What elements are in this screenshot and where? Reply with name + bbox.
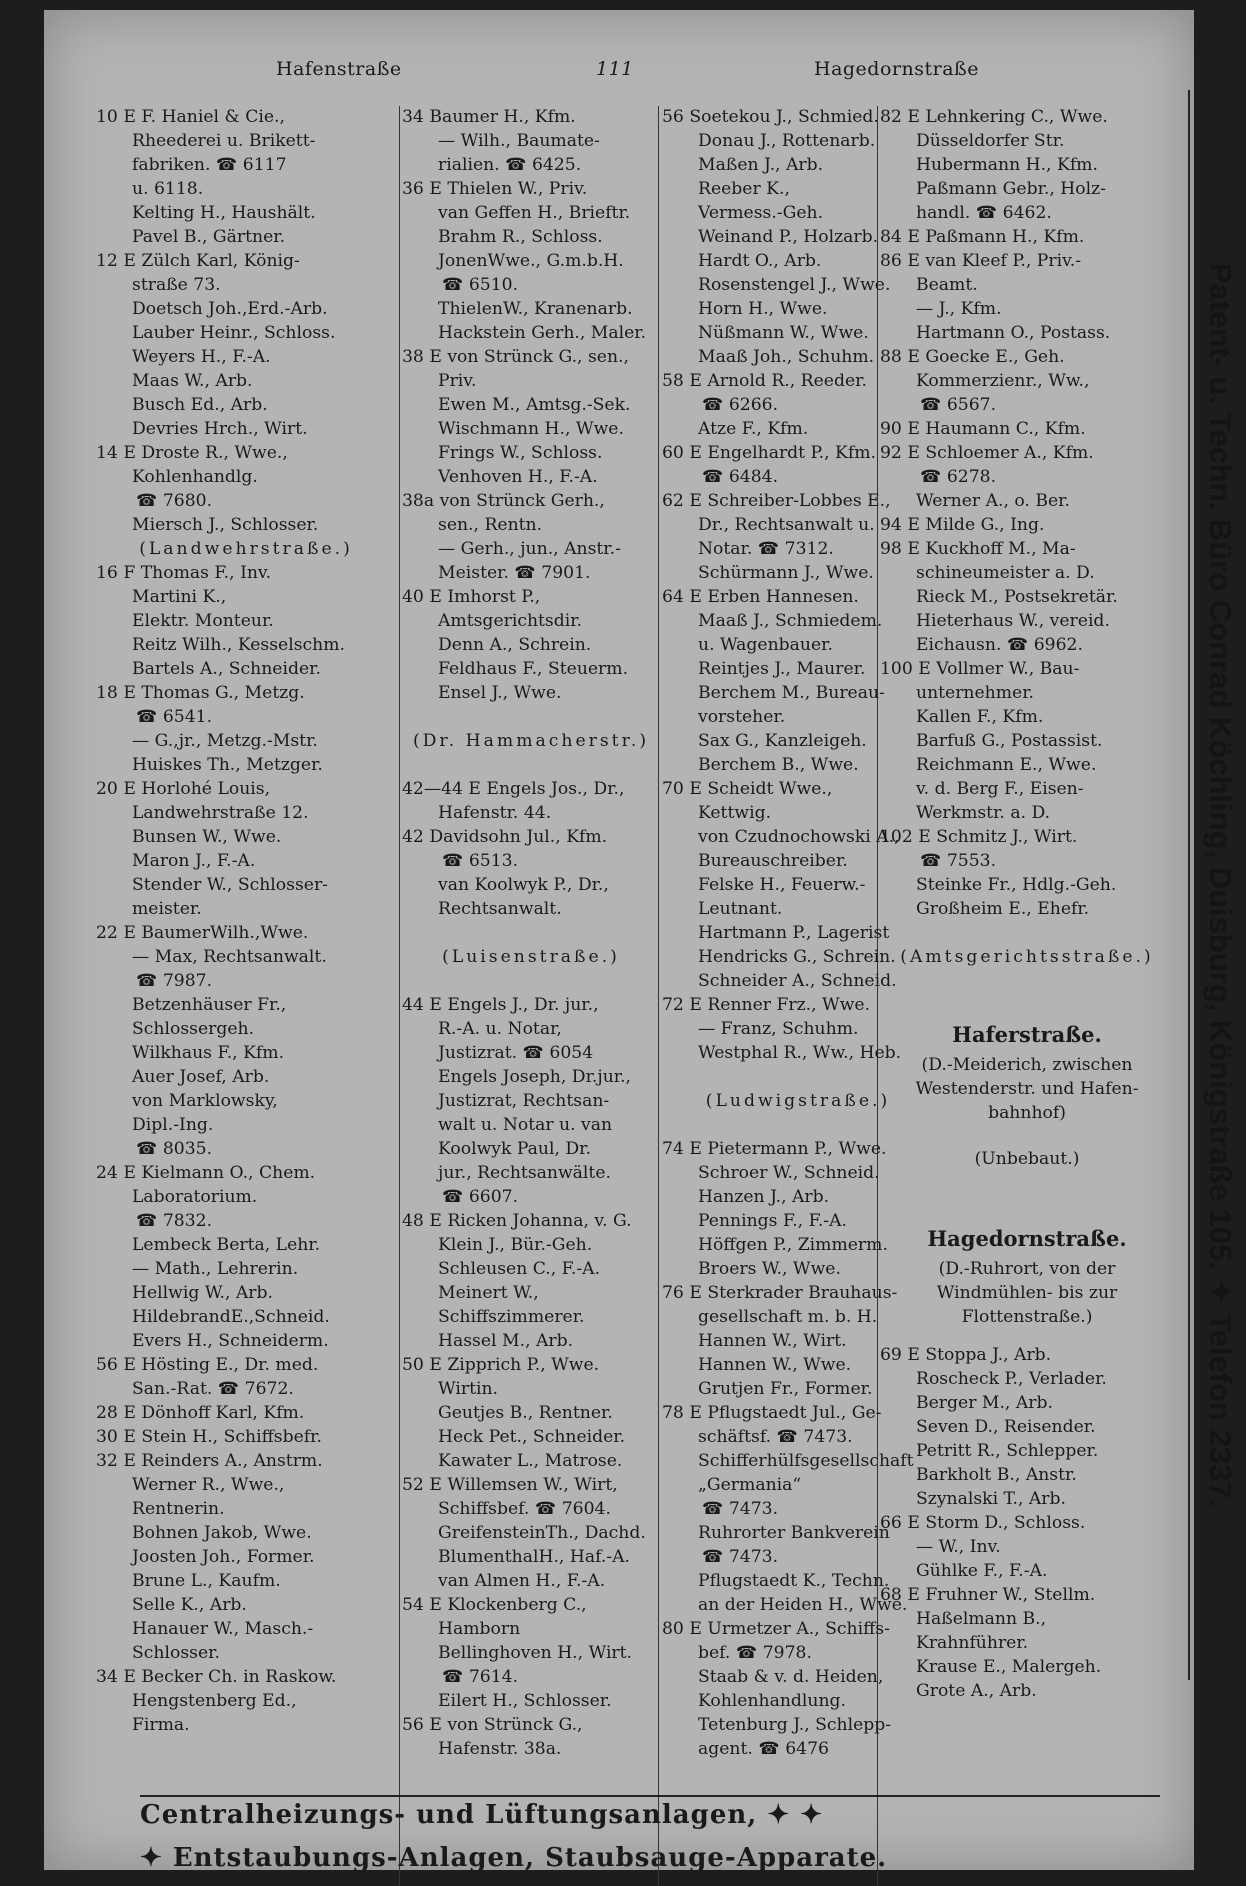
directory-entry-line: Justizrat, Rechtsan- [438,1091,610,1111]
directory-entry-line: Engels Joseph, Dr.jur., [438,1067,632,1087]
directory-entry-line: Berchem M., Bureau- [698,683,885,703]
directory-entry-line: Geutjes B., Rentner. [438,1403,613,1423]
directory-entry-line: 90 E Haumann C., Kfm. [880,419,1086,439]
directory-entry-line: ThielenW., Kranenarb. [438,299,633,319]
directory-entry-line: Pavel B., Gärtner. [132,227,286,247]
directory-entry-line: Bellinghoven H., Wirt. [438,1643,633,1663]
directory-entry-line: Schleusen C., F.-A. [438,1259,601,1279]
directory-entry-line: Hanzen J., Arb. [698,1187,830,1207]
directory-entry-line: Miersch J., Schlosser. [132,515,319,535]
directory-entry-line: 78 E Pflugstaedt Jul., Ge- [662,1403,882,1423]
directory-entry-line: ☎ 6541. [136,707,213,727]
directory-entry-line: 38 E von Strünck G., sen., [402,347,629,367]
side-advertisement-text: Patent- u. Techn. Büro Conrad Köchling, Duisburg, Königstraße 105. ✦ Telefon 2337. [1203,262,1238,1508]
street-description: Flottenstraße.) [961,1307,1093,1327]
directory-entry-line: Nüßmann W., Wwe. [698,323,869,343]
directory-entry-line: — W., Inv. [916,1537,1001,1557]
directory-entry-line: Barfuß G., Postassist. [916,731,1103,751]
directory-entry-line: Hieterhaus W., vereid. [916,611,1110,631]
directory-entry-line: (Amtsgerichtsstraße.) [900,947,1154,967]
directory-entry-line: R.-A. u. Notar, [438,1019,562,1039]
directory-entry-line: ☎ 8035. [136,1139,213,1159]
directory-entry-line: Hengstenberg Ed., [132,1691,297,1711]
directory-entry-line: Hannen W., Wwe. [698,1355,852,1375]
directory-entry-line: 38a von Strünck Gerh., [402,491,605,511]
street-description: Westenderstr. und Hafen- [915,1079,1139,1099]
directory-entry-line: (Ludwigstraße.) [705,1091,891,1111]
directory-entry-line: Westphal R., Ww., Heb. [698,1043,902,1063]
directory-entry-line: 100 E Vollmer W., Bau- [880,659,1080,679]
directory-entry-line: Schneider A., Schneid. [698,971,897,991]
directory-entry-line: Brune L., Kaufm. [132,1571,281,1591]
directory-entry-line: 52 E Willemsen W., Wirt, [402,1475,618,1495]
directory-entry-line: Frings W., Schloss. [438,443,603,463]
directory-entry-line: Maaß J., Schmiedem. [698,611,883,631]
directory-entry-line: Reitz Wilh., Kesselschm. [132,635,345,655]
directory-entry-line: Martini K., [132,587,227,607]
directory-entry-line: Eichausn. ☎ 6962. [916,635,1083,655]
directory-entry-line: Grutjen Fr., Former. [698,1379,873,1399]
directory-entry-line: Rheederei u. Brikett- [132,131,316,151]
directory-entry-line: Kawater L., Matrose. [438,1451,623,1471]
directory-entry-line: ☎ 7832. [136,1211,213,1231]
directory-entry-line: Krahnführer. [916,1633,1029,1653]
directory-entry-line: an der Heiden H., Wwe. [698,1595,908,1615]
directory-entry-line: 20 E Horlohé Louis, [96,779,271,799]
directory-entry-line: Meister. ☎ 7901. [438,563,591,583]
directory-entry-line: 56 Soetekou J., Schmied. [662,107,879,127]
column-4-upper [880,105,1174,969]
directory-entry-line: Eilert H., Schlosser. [438,1691,612,1711]
directory-entry-line: HildebrandE.,Schneid. [132,1307,330,1327]
directory-entry-line: 42—44 E Engels Jos., Dr., [402,779,625,799]
page-number: 111 [596,58,634,80]
directory-entry-line: Beamt. [916,275,978,295]
directory-entry-line: 98 E Kuckhoff M., Ma- [880,539,1076,559]
directory-entry-line: 34 Baumer H., Kfm. [402,107,576,127]
directory-entry-line: straße 73. [132,275,221,295]
directory-entry-line: 84 E Paßmann H., Kfm. [880,227,1085,247]
directory-entry-line [402,969,660,993]
directory-entry-line: Brahm R., Schloss. [438,227,603,247]
directory-entry-line: Heck Pet., Schneider. [438,1427,626,1447]
directory-entry-line: Horn H., Wwe. [698,299,828,319]
directory-entry-line: Berchem B., Wwe. [698,755,859,775]
column-divider [399,106,400,1886]
directory-entry-line [402,921,660,945]
directory-entry-line: Höffgen P., Zimmerm. [698,1235,888,1255]
directory-entry-line: Reintjes J., Maurer. [698,659,866,679]
street-note: (Unbebaut.) [974,1149,1080,1169]
directory-entry-line: Schroer W., Schneid. [698,1163,880,1183]
footer-divider [140,1795,1160,1797]
directory-entry-line: 62 E Schreiber-Lobbes E., [662,491,891,511]
directory-entry-line: Elektr. Monteur. [132,611,274,631]
directory-entry-line: Hardt O., Arb. [698,251,822,271]
directory-entry-line: Kohlenhandlung. [698,1691,847,1711]
directory-entry-line: Ensel J., Wwe. [438,683,562,703]
directory-entry-line: Kallen F., Kfm. [916,707,1044,727]
directory-entry-line: — Franz, Schuhm. [698,1019,859,1039]
directory-entry-line: van Almen H., F.-A. [438,1571,606,1591]
directory-entry-line: Donau J., Rottenarb. [698,131,876,151]
directory-entry-line: Seven D., Reisender. [916,1417,1096,1437]
directory-entry-line: Weyers H., F.-A. [132,347,271,367]
directory-entry-line: Haßelmann B., [916,1609,1047,1629]
directory-entry-line: Hartmann P., Lagerist [698,923,890,943]
directory-entry-line: Szynalski T., Arb. [916,1489,1066,1509]
directory-entry-line: Kommerzienr., Ww., [916,371,1090,391]
directory-entry-line: Notar. ☎ 7312. [698,539,834,559]
directory-entry-line: Ruhrorter Bankverein [698,1523,890,1543]
directory-entry-line: Schlossergeh. [132,1019,255,1039]
directory-entry-line [402,705,660,729]
directory-entry-line: Hartmann O., Postass. [916,323,1111,343]
directory-entry-line: Hackstein Gerh., Maler. [438,323,647,343]
street-heading-haferstrasse: Haferstraße. [952,1022,1102,1047]
directory-entry-line: Hafenstr. 38a. [438,1739,562,1759]
header-right-street: Hagedornstraße [814,58,979,80]
directory-entry-line: Grote A., Arb. [916,1681,1037,1701]
directory-entry-line: Joosten Joh., Former. [132,1547,315,1567]
directory-entry-line: Venhoven H., F.-A. [438,467,598,487]
directory-entry-line: 50 E Zipprich P., Wwe. [402,1355,600,1375]
directory-entry-line: 32 E Reinders A., Anstrm. [96,1451,323,1471]
directory-entry-line: 70 E Scheidt Wwe., [662,779,833,799]
directory-entry-line: Felske H., Feuerw.- [698,875,866,895]
directory-entry-line: Pflugstaedt K., Techn. [698,1571,890,1591]
directory-entry-line: u. 6118. [132,179,204,199]
directory-entry-line: 18 E Thomas G., Metzg. [96,683,305,703]
directory-entry-line: Rieck M., Postsekretär. [916,587,1118,607]
directory-entry-line: Kohlenhandlg. [132,467,258,487]
directory-entry-line: ☎ 6567. [920,395,997,415]
directory-entry-line: 36 E Thielen W., Priv. [402,179,588,199]
directory-entry-line: ☎ 7553. [920,851,997,871]
directory-entry-line: Hafenstr. 44. [438,803,552,823]
directory-entry-line: vorsteher. [698,707,786,727]
directory-entry-line: Denn A., Schrein. [438,635,592,655]
directory-entry-line: Klein J., Bür.-Geh. [438,1235,593,1255]
directory-entry-line: ☎ 6266. [702,395,779,415]
directory-entry-line: Hassel M., Arb. [438,1331,574,1351]
directory-entry-line: 66 E Storm D., Schloss. [880,1513,1086,1533]
directory-entry-line: 64 E Erben Hannesen. [662,587,859,607]
directory-entry-line: ☎ 6278. [920,467,997,487]
directory-entry-line: 10 E F. Haniel & Cie., [96,107,285,127]
column-4 [880,105,1174,1703]
advertisement-line-2: ✦ Entstaubungs-Anlagen, Staubsauge-Apparate. [140,1843,888,1873]
directory-entry-line: Reeber K., [698,179,790,199]
directory-entry-line: Schifferhülfsgesellschaft [698,1451,914,1471]
directory-entry-line: Lembeck Berta, Lehr. [132,1235,321,1255]
directory-entry-line: Amtsgerichtsdir. [438,611,583,631]
directory-entry-line: San.-Rat. ☎ 7672. [132,1379,294,1399]
directory-entry-line: fabriken. ☎ 6117 [132,155,287,175]
directory-entry-line: Gühlke F., F.-A. [916,1561,1048,1581]
directory-entry-line: Hanauer W., Masch.- [132,1619,314,1639]
directory-entry-line: v. d. Berg F., Eisen- [916,779,1084,799]
directory-entry-line: Sax G., Kanzleigeh. [698,731,867,751]
directory-entry-line [880,921,1174,945]
directory-entry-line: Selle K., Arb. [132,1595,247,1615]
directory-entry-line: Ewen M., Amtsg.-Sek. [438,395,631,415]
directory-entry-line: Rentnerin. [132,1499,225,1519]
directory-entry-line: Hubermann H., Kfm. [916,155,1098,175]
directory-entry-line: — Math., Lehrerin. [132,1259,299,1279]
directory-entry-line: 12 E Zülch Karl, König- [96,251,300,271]
directory-entry-line: 58 E Arnold R., Reeder. [662,371,867,391]
directory-entry-line: BlumenthalH., Haf.-A. [438,1547,630,1567]
directory-entry-line: 69 E Stoppa J., Arb. [880,1345,1052,1365]
directory-entry-line: Schiffszimmerer. [438,1307,585,1327]
directory-entry-line: Koolwyk Paul, Dr. [438,1139,591,1159]
directory-entry-line: Steinke Fr., Hdlg.-Geh. [916,875,1117,895]
directory-entry-line: Leutnant. [698,899,783,919]
directory-entry-line [402,753,660,777]
directory-entry-line: von Czudnochowski A., [698,827,900,847]
directory-entry-line: van Koolwyk P., Dr., [438,875,609,895]
column-2 [402,105,660,1761]
directory-entry-line: jur., Rechtsanwälte. [438,1163,611,1183]
directory-entry-line: agent. ☎ 6476 [698,1739,829,1759]
directory-entry-line: 14 E Droste R., Wwe., [96,443,288,463]
directory-entry-line: Schiffsbef. ☎ 7604. [438,1499,611,1519]
directory-entry-line: Weinand P., Holzarb. [698,227,879,247]
directory-entry-line: Pennings F., F.-A. [698,1211,847,1231]
directory-entry-line: 40 E Imhorst P., [402,587,541,607]
directory-entry-line: rialien. ☎ 6425. [438,155,582,175]
directory-entry-line: 56 E Hösting E., Dr. med. [96,1355,319,1375]
directory-entry-line: Großheim E., Ehefr. [916,899,1090,919]
directory-entry-line: bef. ☎ 7978. [698,1643,812,1663]
directory-entry-line: schäftsf. ☎ 7473. [698,1427,853,1447]
directory-entry-line: walt u. Notar u. van [438,1115,613,1135]
street-description: Windmühlen- bis zur [936,1283,1118,1303]
directory-entry-line: Schlosser. [132,1643,220,1663]
directory-entry-line: 80 E Urmetzer A., Schiffs- [662,1619,890,1639]
directory-entry-line: Werner R., Wwe., [132,1475,285,1495]
directory-entry-line: Werkmstr. a. D. [916,803,1051,823]
directory-entry-line: Krause E., Malergeh. [916,1657,1102,1677]
directory-entry-line: 72 E Renner Frz., Wwe. [662,995,871,1015]
directory-entry-line: Firma. [132,1715,190,1735]
column-1 [96,105,396,1737]
directory-entry-line: „Germania“ [698,1475,802,1495]
directory-page [44,10,1238,1873]
directory-entry-line: — Max, Rechtsanwalt. [132,947,327,967]
directory-entry-line: ☎ 7473. [702,1499,779,1519]
directory-entry-line: ☎ 6607. [442,1187,519,1207]
directory-entry-line: Huiskes Th., Metzger. [132,755,323,775]
directory-entry-line: Maron J., F.-A. [132,851,256,871]
street-description: (D.-Meiderich, zwischen [921,1055,1133,1075]
directory-entry-line: — J., Kfm. [916,299,1002,319]
directory-entry-line: 30 E Stein H., Schiffsbefr. [96,1427,322,1447]
directory-entry-line: Hannen W., Wirt. [698,1331,847,1351]
directory-entry-line: Dr., Rechtsanwalt u. [698,515,875,535]
directory-entry-line: Laboratorium. [132,1187,258,1207]
directory-entry-line: Hellwig W., Arb. [132,1283,273,1303]
directory-entry-line: 82 E Lehnkering C., Wwe. [880,107,1108,127]
directory-entry-line: Bartels A., Schneider. [132,659,321,679]
directory-entry-line: — Wilh., Baumate- [438,131,600,151]
directory-entry-line: Broers W., Wwe. [698,1259,841,1279]
directory-entry-line: 24 E Kielmann O., Chem. [96,1163,316,1183]
directory-entry-line: — Gerh., jun., Anstr.- [438,539,621,559]
directory-entry-line: Kelting H., Haushält. [132,203,316,223]
directory-entry-line: 76 E Sterkrader Brauhaus- [662,1283,898,1303]
directory-entry-line: Werner A., o. Ber. [916,491,1070,511]
directory-entry-line: Wischmann H., Wwe. [438,419,624,439]
directory-entry-line: ☎ 6513. [442,851,519,871]
side-advertisement [1188,90,1246,1680]
directory-entry-line: Evers H., Schneiderm. [132,1331,329,1351]
directory-entry-line: 56 E von Strünck G., [402,1715,583,1735]
directory-entry-line: (Landwehrstraße.) [139,539,353,559]
directory-entry-line: Betzenhäuser Fr., [132,995,287,1015]
directory-entry-line: ☎ 7680. [136,491,213,511]
directory-entry-line: Rechtsanwalt. [438,899,562,919]
directory-entry-line: Priv. [438,371,477,391]
directory-entry-line: 48 E Ricken Johanna, v. G. [402,1211,632,1231]
directory-entry-line: Bureauschreiber. [698,851,848,871]
directory-entry-line: Maaß Joh., Schuhm. [698,347,875,367]
directory-entry-line: Paßmann Gebr., Holz- [916,179,1106,199]
directory-entry-line: 68 E Fruhner W., Stellm. [880,1585,1096,1605]
street-description: (D.-Ruhrort, von der [938,1259,1116,1279]
directory-entry-line: Petritt R., Schlepper. [916,1441,1099,1461]
directory-entry-line: Tetenburg J., Schlepp- [698,1715,892,1735]
directory-entry-line: Atze F., Kfm. [698,419,809,439]
directory-entry-line: Vermess.-Geh. [698,203,824,223]
directory-entry-line: 34 E Becker Ch. in Raskow. [96,1667,337,1687]
directory-entry-line: ☎ 7473. [702,1547,779,1567]
directory-entry-line: Hendricks G., Schrein. [698,947,896,967]
directory-entry-line: ☎ 7614. [442,1667,519,1687]
directory-entry-line: meister. [132,899,202,919]
directory-entry-line: Hamborn [438,1619,521,1639]
directory-entry-line: 102 E Schmitz J., Wirt. [880,827,1078,847]
directory-entry-line: von Marklowsky, [132,1091,278,1111]
directory-entry-line: 42 Davidsohn Jul., Kfm. [402,827,608,847]
directory-entry-line: Reichmann E., Wwe. [916,755,1097,775]
directory-entry-line: 60 E Engelhardt P., Kfm. [662,443,876,463]
directory-entry-line: Rosenstengel J., Wwe. [698,275,891,295]
directory-entry-line: 16 F Thomas F., Inv. [96,563,272,583]
column-4-lower [880,1343,1174,1703]
directory-entry-line: unternehmer. [916,683,1035,703]
directory-entry-line: JonenWwe., G.m.b.H. [438,251,624,271]
directory-entry-line: 22 E BaumerWilh.,Wwe. [96,923,309,943]
directory-entry-line: Dipl.-Ing. [132,1115,214,1135]
directory-entry-line: 94 E Milde G., Ing. [880,515,1045,535]
directory-entry-line: ☎ 7987. [136,971,213,991]
directory-entry-line: 86 E van Kleef P., Priv.- [880,251,1082,271]
directory-entry-line: sen., Rentn. [438,515,543,535]
directory-entry-line: u. Wagenbauer. [698,635,833,655]
directory-entry-line: — G.,jr., Metzg.-Mstr. [132,731,318,751]
directory-entry-line: 54 E Klockenberg C., [402,1595,587,1615]
directory-entry-line: Berger M., Arb. [916,1393,1053,1413]
directory-entry-line: (Luisenstraße.) [442,947,620,967]
directory-entry-line: gesellschaft m. b. H. [698,1307,878,1327]
directory-entry-line: Kettwig. [698,803,772,823]
directory-entry-line: van Geffen H., Brieftr. [438,203,631,223]
directory-entry-line: handl. ☎ 6462. [916,203,1052,223]
directory-entry-line: Auer Josef, Arb. [132,1067,270,1087]
directory-entry-line: schineumeister a. D. [916,563,1095,583]
directory-entry-line: Stender W., Schlosser- [132,875,328,895]
street-description: bahnhof) [988,1103,1066,1123]
directory-entry-line: (Dr. Hammacherstr.) [412,731,650,751]
directory-entry-line: Bohnen Jakob, Wwe. [132,1523,312,1543]
directory-entry-line: ☎ 6510. [442,275,519,295]
directory-entry-line: 44 E Engels J., Dr. jur., [402,995,599,1015]
directory-entry-line: Bunsen W., Wwe. [132,827,282,847]
directory-entry-line: Maßen J., Arb. [698,155,824,175]
directory-entry-line: 74 E Pietermann P., Wwe. [662,1139,887,1159]
directory-entry-line: 28 E Dönhoff Karl, Kfm. [96,1403,305,1423]
directory-entry-line: Wirtin. [438,1379,499,1399]
directory-entry-line: 88 E Goecke E., Geh. [880,347,1065,367]
directory-entry-line: Feldhaus F., Steuerm. [438,659,629,679]
directory-entry-line: Schürmann J., Wwe. [698,563,874,583]
directory-entry-line: Landwehrstraße 12. [132,803,309,823]
directory-entry-line: Lauber Heinr., Schloss. [132,323,336,343]
directory-entry-line: Düsseldorfer Str. [916,131,1065,151]
street-heading-hagedornstrasse: Hagedornstraße. [927,1226,1127,1251]
directory-entry-line: Busch Ed., Arb. [132,395,268,415]
header-left-street: Hafenstraße [276,58,402,80]
advertisement-line-1: Centralheizungs- und Lüftungsanlagen, ✦ ✦ [140,1800,823,1830]
directory-entry-line: Wilkhaus F., Kfm. [132,1043,285,1063]
directory-entry-line: Devries Hrch., Wirt. [132,419,308,439]
directory-entry-line: ☎ 6484. [702,467,779,487]
directory-entry-line: Doetsch Joh.,Erd.-Arb. [132,299,328,319]
directory-entry-line: Justizrat. ☎ 6054 [438,1043,594,1063]
directory-entry-line: Roscheck P., Verlader. [916,1369,1107,1389]
directory-entry-line: 92 E Schloemer A., Kfm. [880,443,1094,463]
directory-entry-line: Barkholt B., Anstr. [916,1465,1077,1485]
directory-entry-line: Maas W., Arb. [132,371,253,391]
directory-entry-line: GreifensteinTh., Dachd. [438,1523,646,1543]
directory-entry-line: Staab & v. d. Heiden, [698,1667,884,1687]
directory-entry-line: Meinert W., [438,1283,539,1303]
